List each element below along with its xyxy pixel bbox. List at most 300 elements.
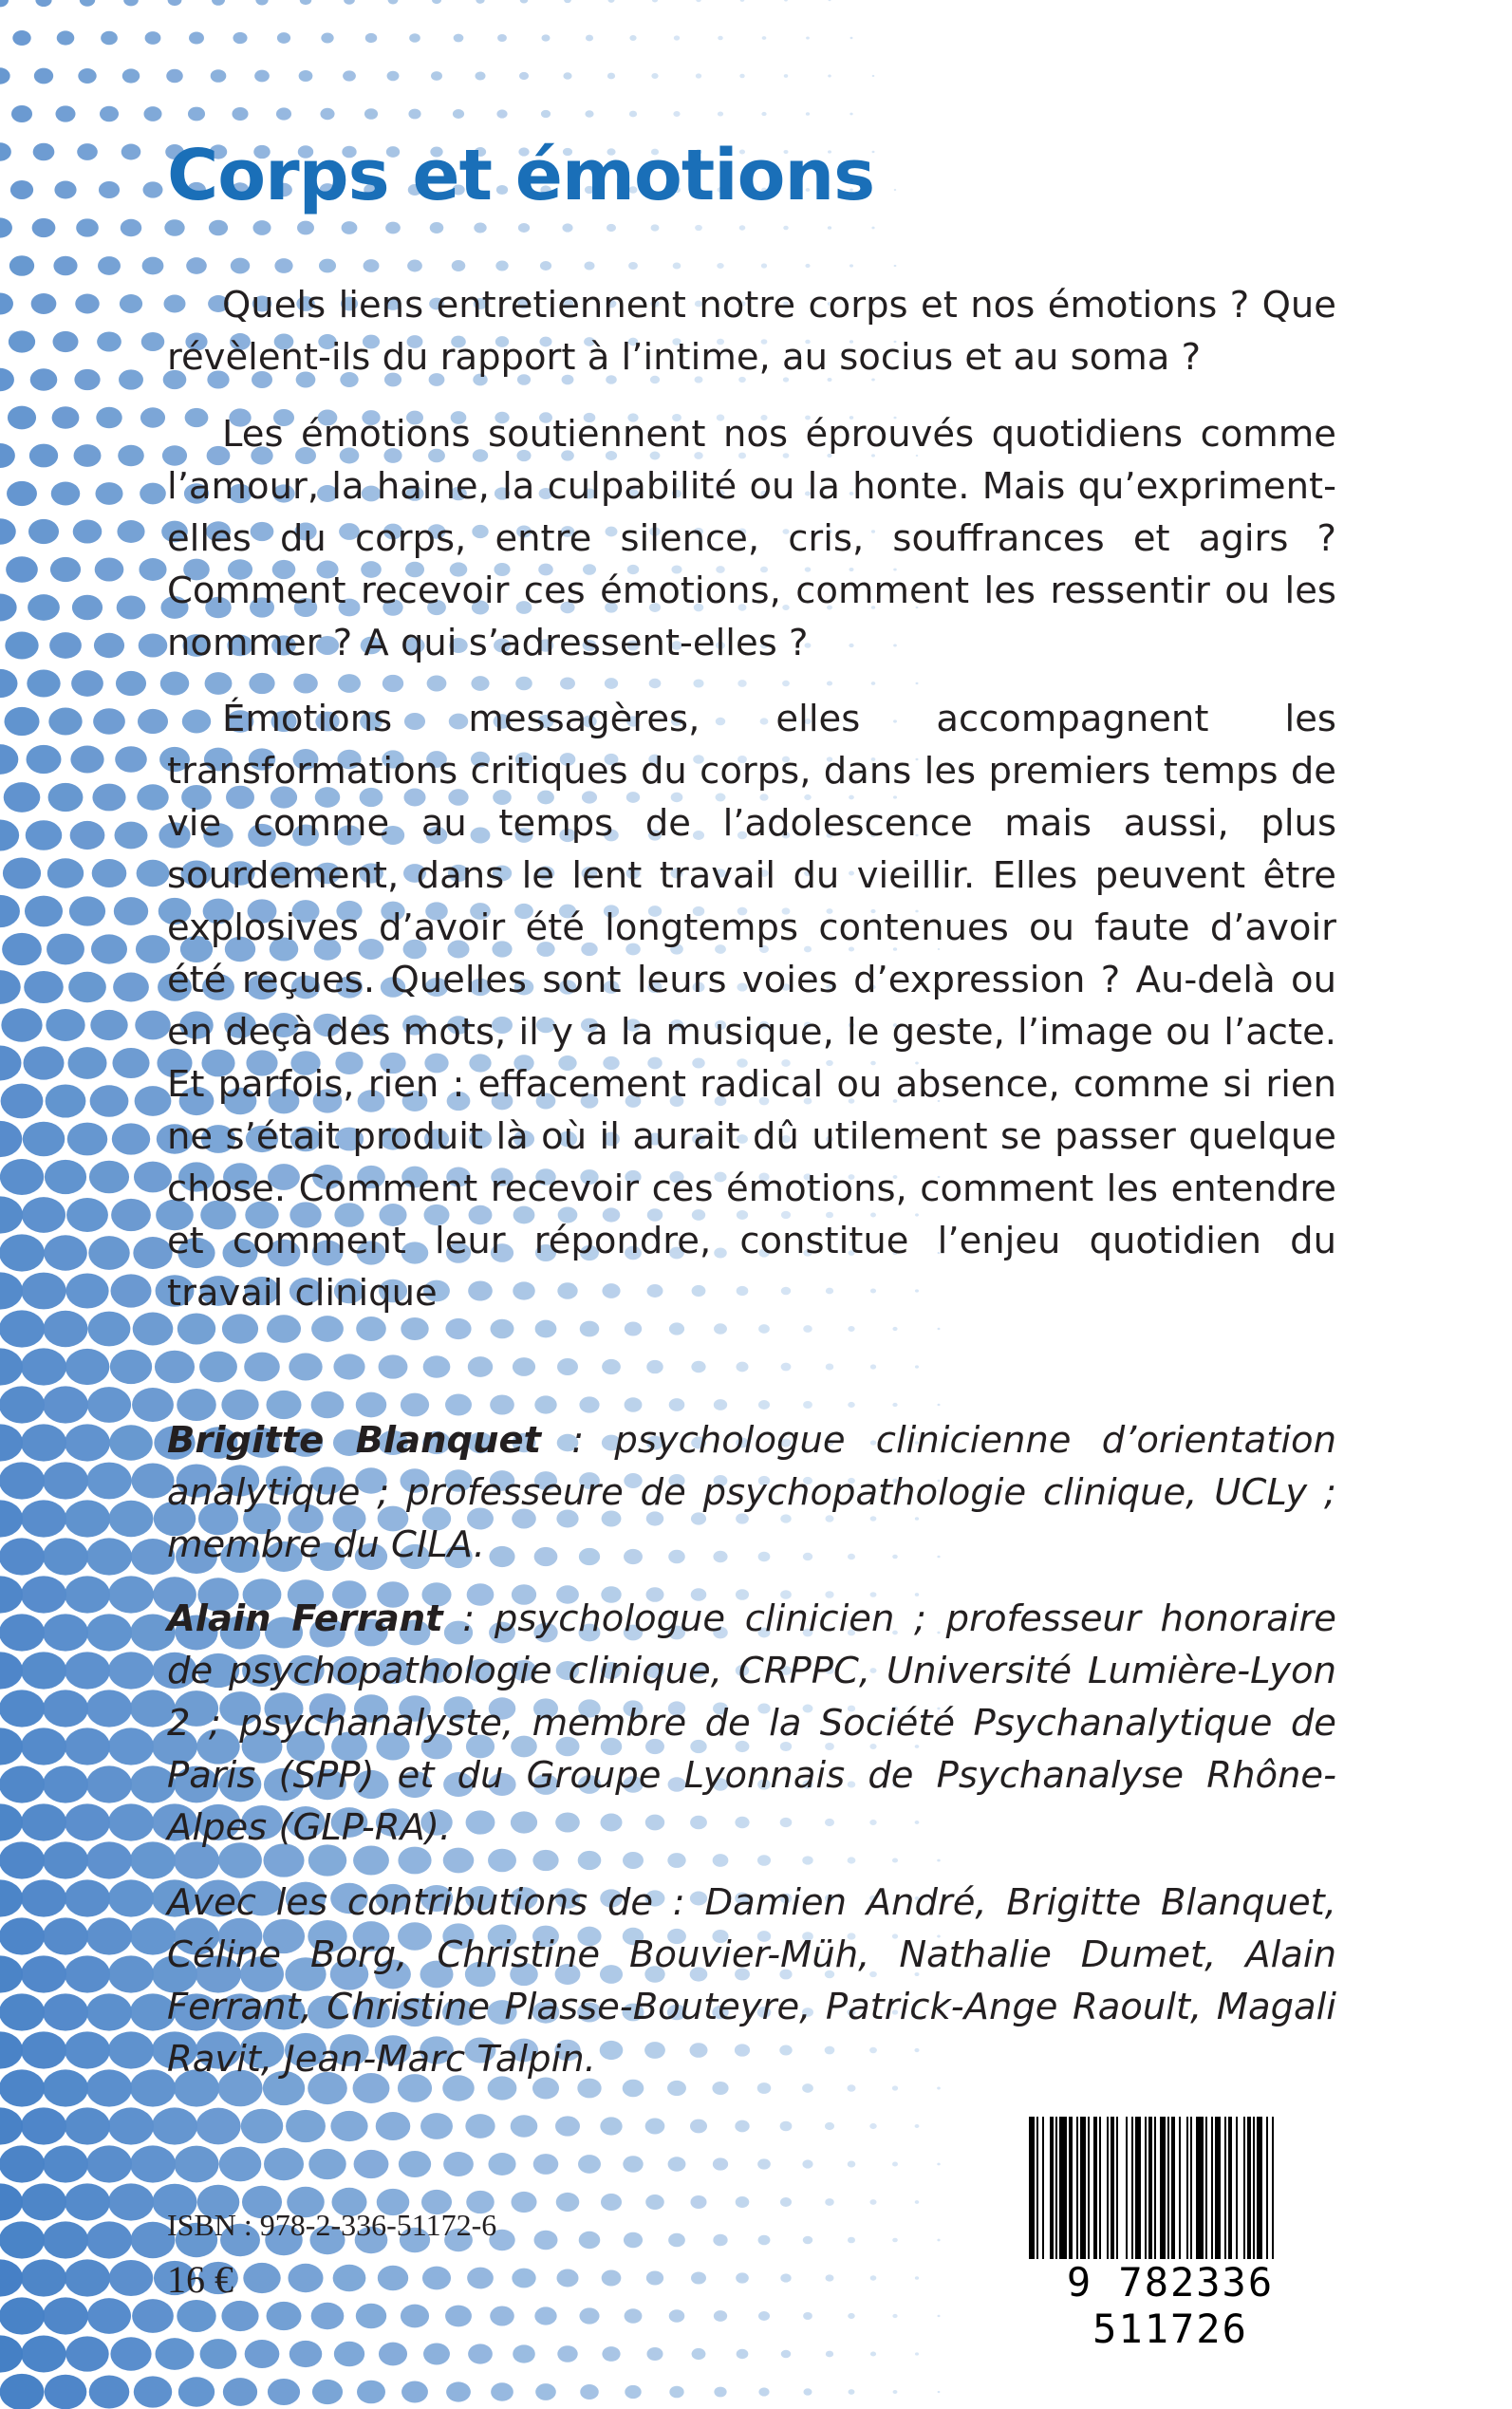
halftone-dot [344, 0, 355, 5]
halftone-dot [739, 74, 744, 78]
halftone-dot [445, 1394, 472, 1416]
halftone-dot [602, 2270, 622, 2287]
halftone-dot [427, 675, 447, 691]
halftone-dot [77, 143, 98, 160]
halftone-dot [761, 112, 766, 116]
halftone-dot [0, 1121, 22, 1157]
halftone-dot [120, 294, 142, 313]
halftone-dot [130, 2145, 176, 2182]
halftone-dot [223, 2378, 257, 2406]
halftone-dot [1, 1008, 42, 1041]
author-description: : psychologue clinicien ; professeur honoraire de psychopathologie clinique, CRPPC, Université Lumière-Lyon 2 ; psychanalyste, membre de la Société Psychanalytique de Paris (SPP) et du Groupe Lyonnais de Psychanalyse Rhône-Alpes (GLP-RA). [167, 1597, 1336, 1849]
halftone-dot [0, 1159, 44, 1195]
halftone-dot [515, 677, 532, 690]
halftone-dot [288, 2264, 323, 2292]
halftone-dot [0, 1765, 45, 1802]
paragraph-intro: Quels liens entretiennent notre corps et nos émotions ? Que révèlent-ils du rapport à l’intime, au socius et au soma ? [167, 284, 1336, 379]
halftone-dot [937, 1404, 940, 1406]
halftone-dot [894, 265, 897, 267]
halftone-dot [915, 2352, 919, 2355]
halftone-dot [75, 294, 99, 314]
halftone-dot [409, 33, 420, 43]
halftone-dot [86, 1690, 132, 1727]
halftone-dot [111, 1199, 151, 1231]
halftone-dot [86, 1993, 132, 2030]
halftone-dot [674, 35, 680, 40]
halftone-dot [468, 2344, 493, 2363]
halftone-dot [579, 1396, 599, 1412]
halftone-dot [468, 1356, 493, 1377]
halftone-dot [579, 2307, 599, 2324]
barcode-bar [1088, 2117, 1090, 2259]
halftone-dot [519, 72, 529, 80]
halftone-dot [115, 746, 147, 773]
halftone-dot [43, 1462, 88, 1499]
halftone-dot [21, 1879, 66, 1916]
barcode-bar [1131, 2117, 1133, 2259]
halftone-dot [86, 2145, 132, 2182]
halftone-dot [431, 71, 442, 81]
halftone-dot [293, 673, 318, 693]
halftone-dot [164, 219, 184, 236]
halftone-dot [496, 109, 507, 118]
halftone-dot [491, 1319, 514, 1338]
halftone-dot [108, 1652, 154, 1689]
halftone-dot [12, 30, 30, 46]
halftone-dot [26, 820, 63, 850]
halftone-dot [141, 332, 164, 351]
halftone-dot [0, 1538, 45, 1575]
barcode-bar [1050, 2117, 1054, 2259]
halftone-dot [0, 819, 19, 850]
halftone-dot [136, 935, 170, 963]
halftone-dot [319, 259, 336, 273]
halftone-dot [401, 1317, 428, 1340]
halftone-dot [826, 2274, 834, 2281]
halftone-dot [200, 2339, 237, 2369]
author-description: : psychologue clinicienne d’orientation analytique ; professeure de psychopathologie clinique, UCLy ; membre du CILA. [167, 1419, 1336, 1566]
halftone-dot [757, 1855, 771, 1866]
halftone-dot [135, 1011, 170, 1040]
halftone-dot [718, 111, 723, 116]
halftone-dot [364, 108, 378, 120]
halftone-dot [0, 970, 21, 1004]
barcode-bar [1080, 2117, 1086, 2259]
halftone-dot [267, 2302, 302, 2330]
halftone-dot [714, 2387, 726, 2398]
halftone-dot [385, 222, 401, 234]
halftone-dot [0, 368, 14, 391]
halftone-dot [937, 2087, 941, 2090]
halftone-dot [6, 556, 38, 583]
halftone-dot [892, 2162, 898, 2167]
halftone-dot [0, 2374, 44, 2409]
halftone-dot [513, 2344, 535, 2362]
halftone-dot [781, 2350, 792, 2359]
halftone-dot [872, 75, 875, 77]
barcode-bar [1059, 2117, 1067, 2259]
halftone-dot [343, 70, 356, 81]
halftone-dot [513, 1357, 535, 1376]
halftone-dot [563, 72, 571, 80]
halftone-dot [806, 36, 810, 39]
halftone-dot [30, 368, 58, 390]
halftone-dot [780, 2121, 793, 2131]
halftone-dot [848, 2237, 855, 2244]
halftone-dot [35, 0, 51, 7]
halftone-dot [121, 219, 141, 236]
halftone-dot [762, 36, 767, 40]
halftone-dot [21, 1500, 66, 1537]
halftone-dot [140, 407, 165, 427]
halftone-dot [580, 1321, 600, 1337]
halftone-dot [43, 2069, 88, 2106]
halftone-dot [110, 1274, 151, 1307]
halftone-dot [255, 0, 268, 5]
halftone-dot [826, 1363, 834, 1370]
halftone-dot [629, 35, 636, 41]
halftone-dot [784, 74, 788, 78]
halftone-dot [118, 445, 144, 467]
halftone-dot [47, 858, 84, 887]
halftone-dot [48, 708, 82, 736]
halftone-dot [533, 2154, 559, 2175]
halftone-dot [86, 1538, 132, 1575]
halftone-dot [736, 1362, 748, 1373]
halftone-dot [491, 2382, 513, 2400]
halftone-dot [357, 2381, 385, 2404]
halftone-dot [646, 2270, 663, 2285]
halftone-dot [849, 264, 853, 267]
halftone-dot [145, 31, 161, 45]
halftone-dot [74, 369, 100, 390]
halftone-dot [605, 678, 618, 689]
halftone-dot [645, 2119, 665, 2135]
halftone-dot [893, 2390, 898, 2394]
barcode [995, 2117, 1346, 2352]
halftone-dot [86, 1917, 132, 1954]
halftone-dot [211, 69, 227, 83]
halftone-dot [297, 221, 314, 235]
halftone-dot [625, 2385, 641, 2399]
halftone-dot [607, 224, 616, 232]
halftone-dot [178, 2377, 215, 2406]
halftone-dot [691, 2271, 706, 2284]
halftone-dot [696, 73, 701, 78]
halftone-dot [0, 67, 10, 84]
halftone-dot [673, 262, 681, 269]
halftone-dot [894, 189, 897, 191]
halftone-dot [388, 0, 399, 4]
halftone-dot [645, 2194, 664, 2210]
halftone-dot [0, 2335, 23, 2372]
halftone-dot [607, 73, 615, 80]
halftone-dot [70, 746, 103, 774]
halftone-dot [915, 2124, 920, 2128]
halftone-dot [892, 1403, 897, 1407]
halftone-dot [320, 108, 334, 120]
halftone-dot [782, 681, 790, 686]
halftone-dot [21, 2336, 66, 2373]
halftone-dot [32, 218, 56, 237]
halftone-dot [0, 1690, 45, 1727]
halftone-dot [311, 2303, 345, 2329]
halftone-dot [321, 33, 333, 44]
halftone-dot [378, 2266, 408, 2291]
halftone-dot [95, 482, 122, 505]
halftone-dot [71, 670, 103, 697]
barcode-bar [1266, 2117, 1268, 2259]
halftone-dot [1, 1084, 44, 1119]
halftone-dot [781, 1363, 792, 1372]
halftone-dot [828, 226, 831, 230]
halftone-dot [135, 1086, 172, 1116]
halftone-dot [713, 2234, 727, 2247]
barcode-bar [1036, 2117, 1038, 2259]
halftone-dot [0, 2031, 23, 2068]
halftone-dot [155, 2338, 194, 2370]
halftone-dot [244, 1353, 280, 1382]
halftone-dot [109, 1425, 153, 1460]
halftone-dot [0, 217, 12, 237]
halftone-dot [871, 227, 874, 230]
halftone-dot [802, 2159, 812, 2168]
halftone-dot [27, 670, 60, 698]
halftone-dot [600, 2117, 622, 2135]
halftone-dot [695, 225, 702, 231]
halftone-dot [21, 2107, 66, 2144]
halftone-dot [892, 2314, 897, 2318]
halftone-dot [108, 1955, 154, 1992]
halftone-dot [432, 0, 441, 4]
halftone-dot [825, 2198, 834, 2206]
halftone-dot [602, 1359, 621, 1374]
halftone-dot [9, 330, 35, 352]
halftone-dot [383, 675, 403, 692]
halftone-dot [73, 519, 103, 543]
halftone-dot [693, 679, 703, 687]
halftone-dot [196, 2108, 240, 2145]
halftone-dot [915, 1365, 919, 1368]
halftone-dot [140, 483, 166, 505]
halftone-dot [86, 1463, 131, 1500]
halftone-dot [43, 2297, 88, 2334]
halftone-dot [847, 2084, 855, 2091]
halftone-dot [915, 2276, 919, 2280]
halftone-dot [423, 1355, 451, 1378]
halftone-dot [110, 1350, 152, 1384]
halftone-dot [66, 1198, 108, 1232]
halftone-dot [365, 33, 377, 43]
halftone-dot [495, 261, 508, 271]
barcode-bar [1224, 2117, 1226, 2259]
halftone-dot [65, 1803, 110, 1840]
barcode-bar [1148, 2117, 1152, 2259]
halftone-dot [67, 1123, 107, 1156]
halftone-dot [758, 2235, 771, 2246]
halftone-dot [668, 2233, 685, 2248]
barcode-bar [1211, 2117, 1213, 2259]
halftone-dot [780, 2197, 792, 2207]
barcode-bar [1253, 2117, 1255, 2259]
halftone-dot [91, 934, 127, 963]
halftone-dot [29, 444, 58, 468]
halftone-dot [67, 1047, 106, 1079]
halftone-dot [0, 1462, 45, 1499]
halftone-dot [34, 68, 53, 84]
halftone-dot [564, 0, 571, 3]
halftone-dot [0, 1614, 45, 1651]
halftone-dot [475, 71, 485, 80]
halftone-dot [98, 256, 121, 275]
halftone-dot [736, 2272, 749, 2283]
halftone-dot [86, 1614, 132, 1651]
halftone-dot [0, 1272, 23, 1309]
halftone-dot [623, 1852, 644, 1869]
halftone-dot [160, 671, 189, 695]
halftone-dot [938, 2391, 941, 2393]
halftone-dot [629, 111, 637, 118]
halftone-dot [828, 0, 831, 1]
barcode-bar [1167, 2117, 1169, 2259]
barcode-bar [1236, 2117, 1238, 2259]
halftone-dot [0, 2297, 45, 2334]
halftone-dot [25, 896, 63, 927]
barcode-bar [1243, 2117, 1245, 2259]
halftone-dot [735, 2120, 749, 2133]
halftone-dot [535, 1320, 557, 1338]
barcode-bar [1107, 2117, 1109, 2259]
halftone-dot [86, 1765, 132, 1802]
halftone-dot [758, 2311, 770, 2321]
halftone-dot [562, 223, 572, 232]
halftone-dot [533, 2231, 557, 2250]
halftone-dot [69, 896, 105, 925]
halftone-dot [52, 406, 80, 429]
halftone-dot [580, 2384, 599, 2400]
barcode-bar [1186, 2117, 1188, 2259]
barcode-bar [1069, 2117, 1073, 2259]
halftone-dot [21, 1576, 66, 1613]
halftone-dot [714, 2310, 727, 2322]
halftone-dot [376, 2112, 411, 2140]
halftone-dot [497, 34, 507, 42]
halftone-dot [10, 180, 33, 199]
halftone-dot [625, 1321, 642, 1335]
halftone-dot [828, 75, 831, 78]
halftone-dot [117, 520, 144, 543]
halftone-dot [476, 0, 484, 4]
halftone-dot [0, 443, 15, 468]
barcode-bar [1093, 2117, 1097, 2259]
halftone-dot [937, 1859, 941, 1862]
halftone-dot [892, 2085, 898, 2090]
barcode-bar [1042, 2117, 1044, 2259]
halftone-dot [137, 860, 170, 887]
halftone-dot [938, 1328, 941, 1330]
halftone-dot [0, 2259, 23, 2296]
halftone-dot [848, 1326, 854, 1332]
barcode-bar [1257, 2117, 1262, 2259]
halftone-dot [311, 1316, 344, 1342]
halftone-dot [0, 1993, 45, 2030]
halftone-dot [53, 256, 77, 276]
author-bio-ferrant [167, 1593, 1336, 1854]
halftone-dot [803, 2312, 812, 2320]
paragraph-emotions: Les émotions soutiennent nos éprouvés quotidiens comme l’amour, la haine, la culpabilité ou la honte. Mais qu’expriment-elles du corps, entre silence, cris, souffrances et agirs ? Comment recevoir ces émotions, comment les ressentir ou les nommer ? A qui s’adressent-elles ? [167, 413, 1336, 664]
halftone-dot [646, 1360, 663, 1373]
halftone-dot [408, 109, 420, 120]
barcode-bar [1190, 2117, 1192, 2259]
halftone-dot [22, 1197, 65, 1233]
halftone-dot [166, 69, 183, 83]
halftone-dot [65, 1576, 110, 1613]
halftone-dot [65, 2031, 110, 2068]
halftone-dot [512, 2269, 535, 2288]
halftone-dot [188, 107, 205, 121]
halftone-dot [139, 633, 168, 657]
author-bio-blanquet [167, 1414, 1336, 1571]
halftone-dot [21, 1803, 66, 1840]
halftone-dot [109, 1501, 154, 1537]
halftone-dot [134, 2376, 172, 2407]
halftone-dot [850, 37, 853, 39]
halftone-dot [869, 2199, 876, 2205]
halftone-dot [87, 1387, 131, 1423]
halftone-dot [108, 1576, 154, 1613]
halftone-dot [758, 1324, 770, 1334]
halftone-dot [535, 2383, 556, 2400]
halftone-dot [474, 223, 486, 233]
halftone-dot [803, 1325, 812, 1333]
halftone-dot [608, 0, 615, 3]
halftone-dot [714, 1399, 727, 1410]
halftone-dot [696, 0, 700, 2]
halftone-dot [578, 2155, 601, 2174]
halftone-dot [555, 2116, 580, 2136]
halftone-dot [870, 2275, 877, 2280]
halftone-dot [0, 2221, 45, 2258]
halftone-dot [518, 223, 530, 233]
halftone-dot [758, 1400, 770, 1410]
halftone-dot [44, 1235, 87, 1270]
halftone-dot [511, 2192, 536, 2213]
halftone-dot [0, 669, 17, 698]
halftone-dot [826, 2351, 833, 2358]
halftone-dot [21, 2031, 66, 2068]
halftone-dot [88, 1236, 129, 1270]
halftone-dot [108, 1727, 154, 1765]
barcode-bar [1171, 2117, 1175, 2259]
halftone-dot [137, 784, 168, 810]
halftone-dot [268, 2379, 300, 2405]
halftone-dot [50, 557, 81, 582]
halftone-dot [99, 181, 120, 198]
halftone-dot [401, 2305, 429, 2328]
halftone-dot [560, 677, 575, 689]
halftone-dot [88, 1312, 131, 1347]
halftone-dot [249, 673, 274, 694]
halftone-dot [90, 1085, 129, 1116]
halftone-dot [116, 671, 146, 696]
halftone-dot [342, 221, 358, 234]
halftone-dot [692, 2348, 706, 2360]
halftone-dot [387, 71, 400, 82]
halftone-dot [47, 934, 84, 965]
paragraph-messengers: Émotions messagères, elles accompagnent les transformations critiques du corps, dans les premiers temps de vie comme au temps de l’adolescence mais aussi, plus sourdement, dans le lent travail du vieillir. Elles peuvent être explosives d’avoir été longtemps contenues ou faute d’avoir été reçues. Quelles sont leurs voies d’expression ? Au-delà ou en deçà des mots, il y a la musique, le geste, l’image ou l’acte. Et parfois, rien : effacement radical ou absence, comme si rien ne s’était produit là où il aurait dû utilement se passer quelque chose. Comment recevoir ces émotions, comment les entendre et comment leur répondre, constitue l’enjeu quotidien du travail clinique [167, 698, 1336, 1315]
halftone-dot [557, 1358, 578, 1375]
halftone-dot [937, 2239, 940, 2242]
